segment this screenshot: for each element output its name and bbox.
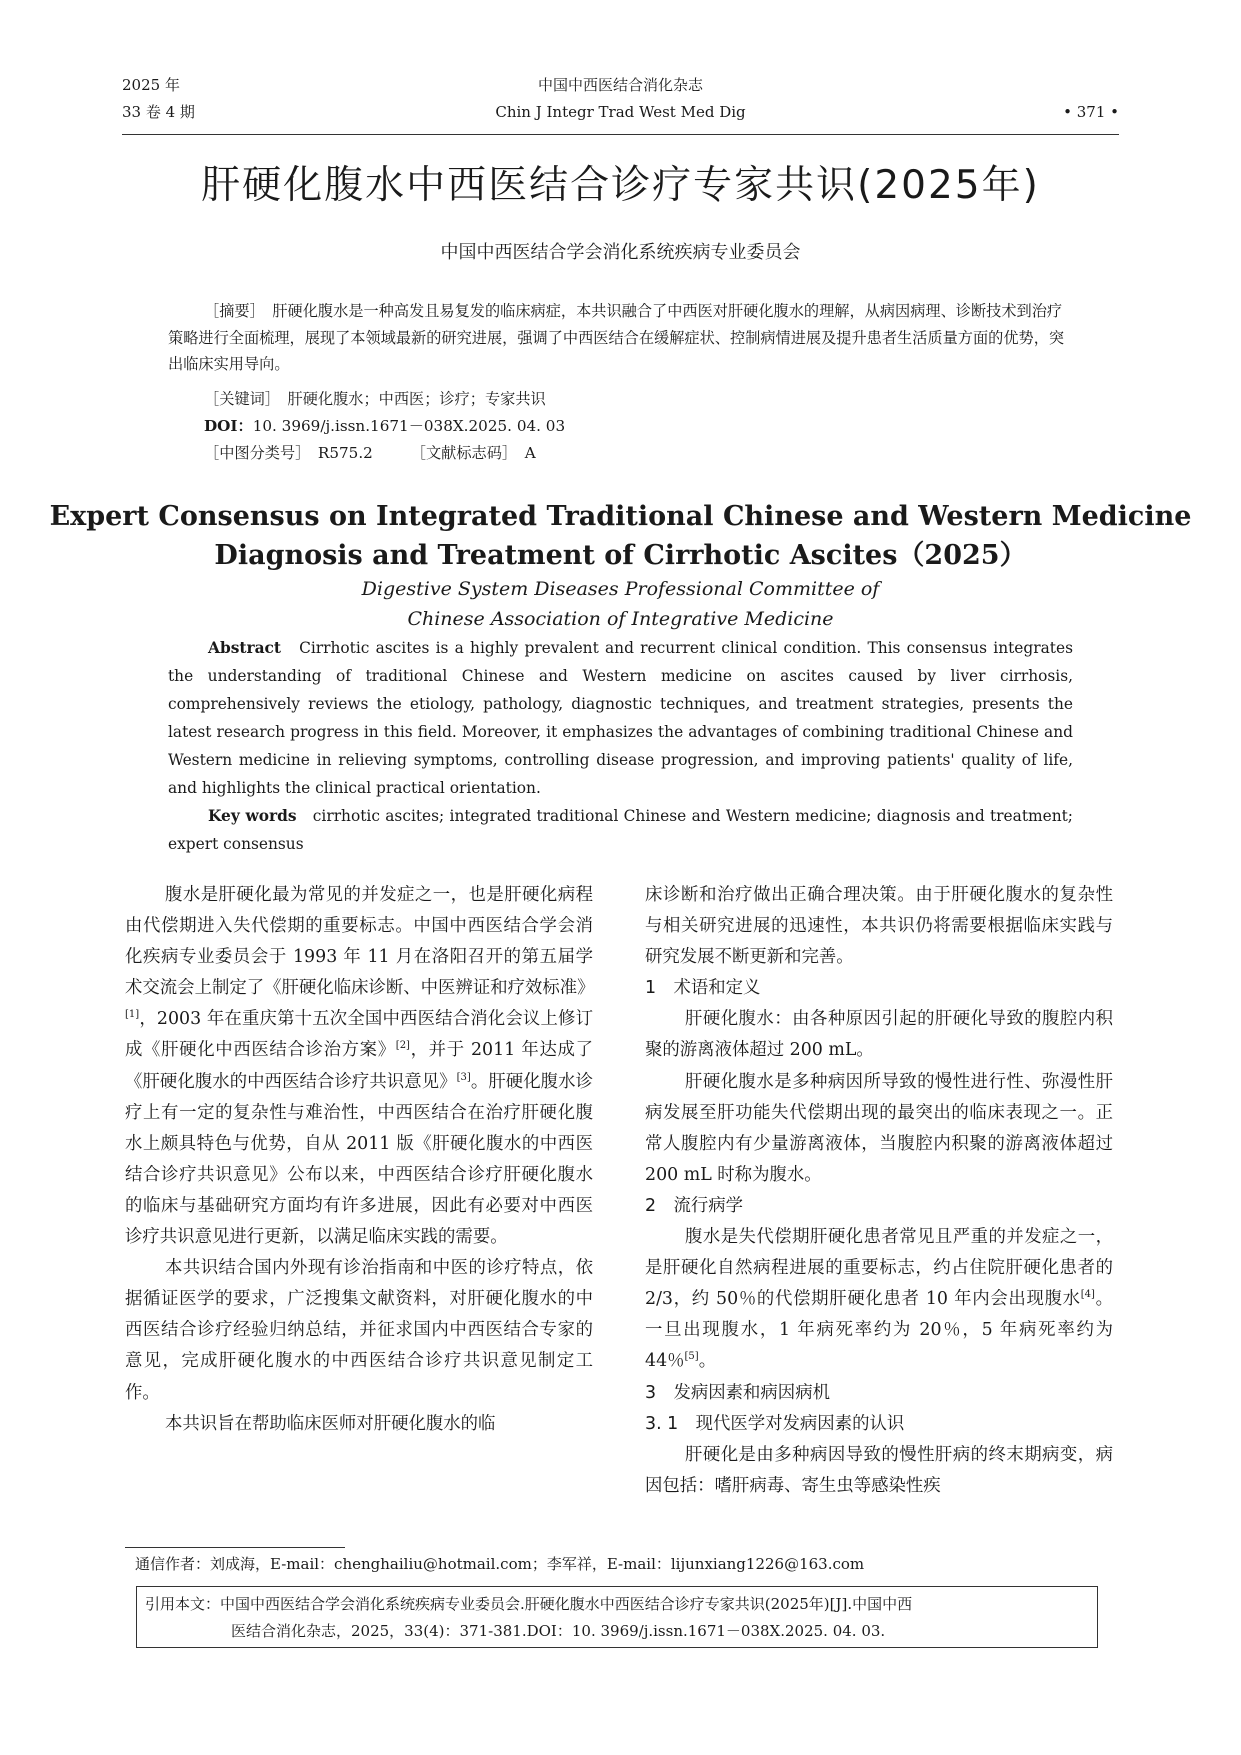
author-group-en	[0, 574, 1241, 634]
citation-line1: 引用本文：中国中西医结合学会消化系统疾病专业委员会.肝硬化腹水中西医结合诊疗专家共识(2025年)[J].中国中西	[145, 1595, 913, 1613]
abstract-en-text: Cirrhotic ascites is a highly prevalent and recurrent clinical condition. This consensus integrates the understanding of traditional Chinese and Western medicine on ascites caused by liver cirrhosis, comprehensively reviews the etiology, pathology, diagnostic techniques, and treatment strategies, presents the latest research progress in this field. Moreover, it emphasizes the advantages of combining traditional Chinese and Western medicine in relieving symptoms, controlling disease progression, and improving patients' quality of life, and highlights the clinical practical orientation.	[168, 639, 1073, 797]
article-title-en-line1: Expert Consensus on Integrated Traditional Chinese and Western Medicine	[49, 501, 1192, 532]
journal-name-en: Chin J Integr Trad West Med Dig	[495, 103, 746, 121]
citation-ref[interactable]: [2]	[395, 1040, 410, 1052]
citation-ref[interactable]: [4]	[1080, 1289, 1095, 1301]
doi-label: DOI：	[204, 417, 253, 435]
keywords-zh-text: 肝硬化腹水；中西医；诊疗；专家共识	[287, 390, 546, 408]
subsection-heading: 3. 1 现代医学对发病因素的认识	[645, 1413, 905, 1434]
author-en-line1: Digestive System Diseases Professional Committee of	[361, 578, 880, 600]
author-en-line2: Chinese Association of Integrative Medicine	[407, 608, 834, 630]
abstract-zh-text: 肝硬化腹水是一种高发且易复发的临床病症，本共识融合了中西医对肝硬化腹水的理解，从病因病理、诊断技术到治疗策略进行全面梳理，展现了本领域最新的研究进展，强调了中西医结合在缓解症状、控制病情进展及提升患者生活质量方面的优势，突出临床实用导向。	[168, 302, 1065, 373]
section-heading: 3 发病因素和病因病机	[645, 1382, 830, 1403]
body-column-left	[125, 880, 593, 1440]
corresponding-author-footnote: 通信作者：刘成海，E-mail：chenghailiu@hotmail.com；李军祥，E-mail：lijunxiang1226@163.com	[135, 1555, 865, 1573]
body-paragraph: 腹水是肝硬化最为常见的并发症之一，也是肝硬化病程由代偿期进入失代偿期的重要标志。中国中西医结合学会消化疾病专业委员会于 1993 年 11 月在洛阳召开的第五届学术交流会上制定了《肝硬化临床诊断、中医辨证和疗效标准》[1]，2003 年在重庆第十五次全国中西医结合消化会议上修订成《肝硬化中西医结合诊治方案》[2]，并于 2011 年达成了《肝硬化腹水的中西医结合诊疗共识意见》[3]。肝硬化腹水诊疗上有一定的复杂性与难治性，中西医结合在治疗肝硬化腹水上颇具特色与优势，自从 2011 版《肝硬化腹水的中西医结合诊疗共识意见》公布以来，中西医结合诊疗肝硬化腹水的临床与基础研究方面均有许多进展，因此有必要对中西医诊疗共识意见进行更新，以满足临床实践的需要。	[125, 885, 595, 1248]
citation-ref[interactable]: [3]	[456, 1071, 471, 1083]
keywords-zh-label: ［关键词］	[204, 390, 273, 408]
doi-value: 10. 3969/j.issn.1671－038X.2025. 04. 03	[252, 417, 566, 435]
header-rule	[122, 134, 1119, 135]
keywords-zh	[204, 386, 565, 413]
body-paragraph: 本共识结合国内外现有诊治指南和中医的诊疗特点，依据循证医学的要求，广泛搜集文献资料，对肝硬化腹水的中西医结合诊疗经验归纳总结，并征求国内中西医结合专家的意见，完成肝硬化腹水的中西医结合诊疗共识意见制定工作。	[125, 1258, 593, 1403]
abstract-en	[168, 634, 1073, 858]
author-group-zh: 中国中西医结合学会消化系统疾病专业委员会	[440, 242, 801, 263]
body-paragraph: 本共识旨在帮助临床医师对肝硬化腹水的临	[165, 1413, 496, 1434]
clc-label: ［中图分类号］	[204, 444, 303, 462]
abstract-zh	[168, 298, 1073, 378]
article-title-en	[0, 497, 1241, 575]
body-paragraph: 肝硬化腹水是多种病因所导致的慢性进行性、弥漫性肝病发展至肝功能失代偿期出现的最突出的临床表现之一。正常人腹腔内有少量游离液体，当腹腔内积聚的游离液体超过 200 mL 时称为腹水。	[645, 1071, 1113, 1185]
keywords-en-text: cirrhotic ascites; integrated traditional Chinese and Western medicine; diagnosis and treatment; expert consensus	[168, 807, 1073, 853]
body-paragraph: 肝硬化腹水：由各种原因引起的肝硬化导致的腹腔内积聚的游离液体超过 200 mL。	[645, 1009, 1113, 1061]
journal-name-zh: 中国中西医结合消化杂志	[537, 76, 703, 94]
body-paragraph: 肝硬化是由多种病因导致的慢性肝病的终末期病变，病因包括：嗜肝病毒、寄生虫等感染性疾	[645, 1444, 1113, 1496]
citation-ref[interactable]: [1]	[125, 1009, 140, 1021]
doc-code-value: A	[524, 444, 536, 462]
issue-volume: 33 卷 4 期	[122, 103, 195, 121]
clc-value: R575.2	[317, 444, 373, 462]
body-paragraph: 床诊断和治疗做出正确合理决策。由于肝硬化腹水的复杂性与相关研究进展的迅速性，本共识仍将需要根据临床实践与研究发展不断更新和完善。	[645, 885, 1113, 968]
footnote-rule	[125, 1547, 345, 1548]
abstract-en-label: Abstract	[208, 639, 282, 657]
section-heading: 1 术语和定义	[645, 978, 761, 999]
abstract-zh-label: ［摘要］	[204, 302, 258, 320]
citation-line2: 医结合消化杂志，2025，33(4)：371-381.DOI：10. 3969/j.issn.1671－038X.2025. 04. 03.	[231, 1622, 886, 1640]
classification-line	[204, 440, 565, 467]
running-header-center	[0, 72, 1241, 126]
article-meta-zh	[204, 386, 565, 467]
keywords-en-label: Key words	[208, 807, 297, 825]
citation-ref[interactable]: [5]	[684, 1351, 699, 1363]
page-number: • 371 •	[1063, 103, 1119, 121]
issue-year: 2025 年	[122, 76, 180, 94]
doi-line	[204, 413, 565, 440]
doc-code-label: ［文献标志码］	[418, 444, 510, 462]
body-paragraph: 腹水是失代偿期肝硬化患者常见且严重的并发症之一，是肝硬化自然病程进展的重要标志，约占住院肝硬化患者的 2/3，约 50％的代偿期肝硬化患者 10 年内会出现腹水[4]。一旦出现腹水，1 年病死率约为 20％，5 年病死率约为 44％[5]。	[645, 1227, 1113, 1372]
citation-box	[136, 1586, 1098, 1648]
article-title-zh: 肝硬化腹水中西医结合诊疗专家共识(2025年)	[201, 163, 1040, 208]
section-heading: 2 流行病学	[645, 1195, 744, 1216]
body-column-right	[645, 880, 1113, 1502]
article-title-en-line2: Diagnosis and Treatment of Cirrhotic Ascites（2025）	[214, 540, 1027, 571]
